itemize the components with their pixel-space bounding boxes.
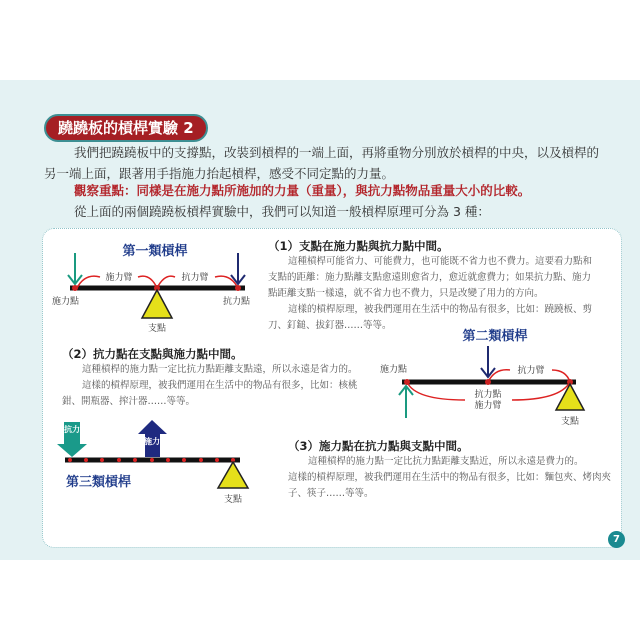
effort-arm-label: 施力臂 [105,273,133,283]
page-number: 7 [608,531,625,548]
effort-point-label: 施力點 [380,365,408,375]
type1-examples: 這樣的槓桿原理，被我們運用在生活中的物品有很多，比如：蹺蹺板、剪刀、釘鎚、拔釘器……等等。 [268,304,593,331]
type3-body: 這種槓桿的施力點一定比抗力點距離支點近，所以永遠是費力的。 [308,456,584,467]
type1-body: 這種槓桿可能省力、可能費力，也可能既不省力也不費力。這要看力點和支點的距離：施力點離支點愈遠則愈省力，愈近就愈費力；如果抗力點、施力點距離支點一樣遠，就不省力也不費力，只是改變了用力的方向。 [268,256,593,299]
section-title: 蹺蹺板的槓桿實驗 2 [44,114,208,142]
load-label: 抗力 [64,425,80,434]
fulcrum-icon [556,384,584,410]
effort-arm-label: 施力臂 [474,401,502,411]
load-point-label: 抗力點 [223,297,251,307]
fulcrum-label: 支點 [147,324,167,334]
effort-point-label: 施力點 [52,297,80,307]
type2-examples: 這樣的槓桿原理，被我們運用在生活中的物品有很多，比如：核桃鉗、開瓶器、搾汁器……等等。 [62,380,358,407]
fulcrum-label: 支點 [223,495,243,505]
type3-examples: 這樣的槓桿原理，被我們運用在生活中的物品有很多，比如：麵包夾、烤肉夾子、筷子……等等。 [288,472,612,499]
second-class-lever-diagram [370,320,610,430]
type3-heading: （3）施力點在抗力點與支點中間。 [288,439,469,453]
fulcrum-label: 支點 [560,417,580,427]
third-class-lever-diagram [50,410,270,510]
diagram2-title: 第二類槓桿 [462,329,528,344]
load-point-label: 抗力點 [474,390,502,400]
observation-point: 觀察重點：同樣是在施力點所施加的力量（重量），與抗力點物品重量大小的比較。 [74,183,531,198]
type2-heading: （2）抗力點在支點與施力點中間。 [62,347,243,361]
fulcrum-icon [142,290,172,318]
fulcrum-icon [218,462,248,488]
type2-body: 這種槓桿的施力點一定比抗力點距離支點遠，所以永遠是省力的。 [82,364,358,375]
load-arm-label: 抗力臂 [181,273,209,283]
type1-heading: （1）支點在施力點與抗力點中間。 [268,239,449,253]
load-arm-label: 抗力臂 [517,366,545,376]
effort-label: 施力 [144,437,160,446]
first-class-lever-diagram [50,235,270,335]
diagram3-title: 第三類槓桿 [66,475,132,490]
intro-paragraph: 我們把蹺蹺板中的支撐點，改裝到槓桿的一端上面，再將重物分別放於槓桿的中央，以及槓桿的另一端上面，跟著用手指施力抬起槓桿，感受不同定點的力量。 [44,145,600,181]
diagram1-title: 第一類槓桿 [122,244,188,259]
summary-text: 從上面的兩個蹺蹺板槓桿實驗中，我們可以知道一般槓桿原理可分為 3 種： [74,204,490,219]
